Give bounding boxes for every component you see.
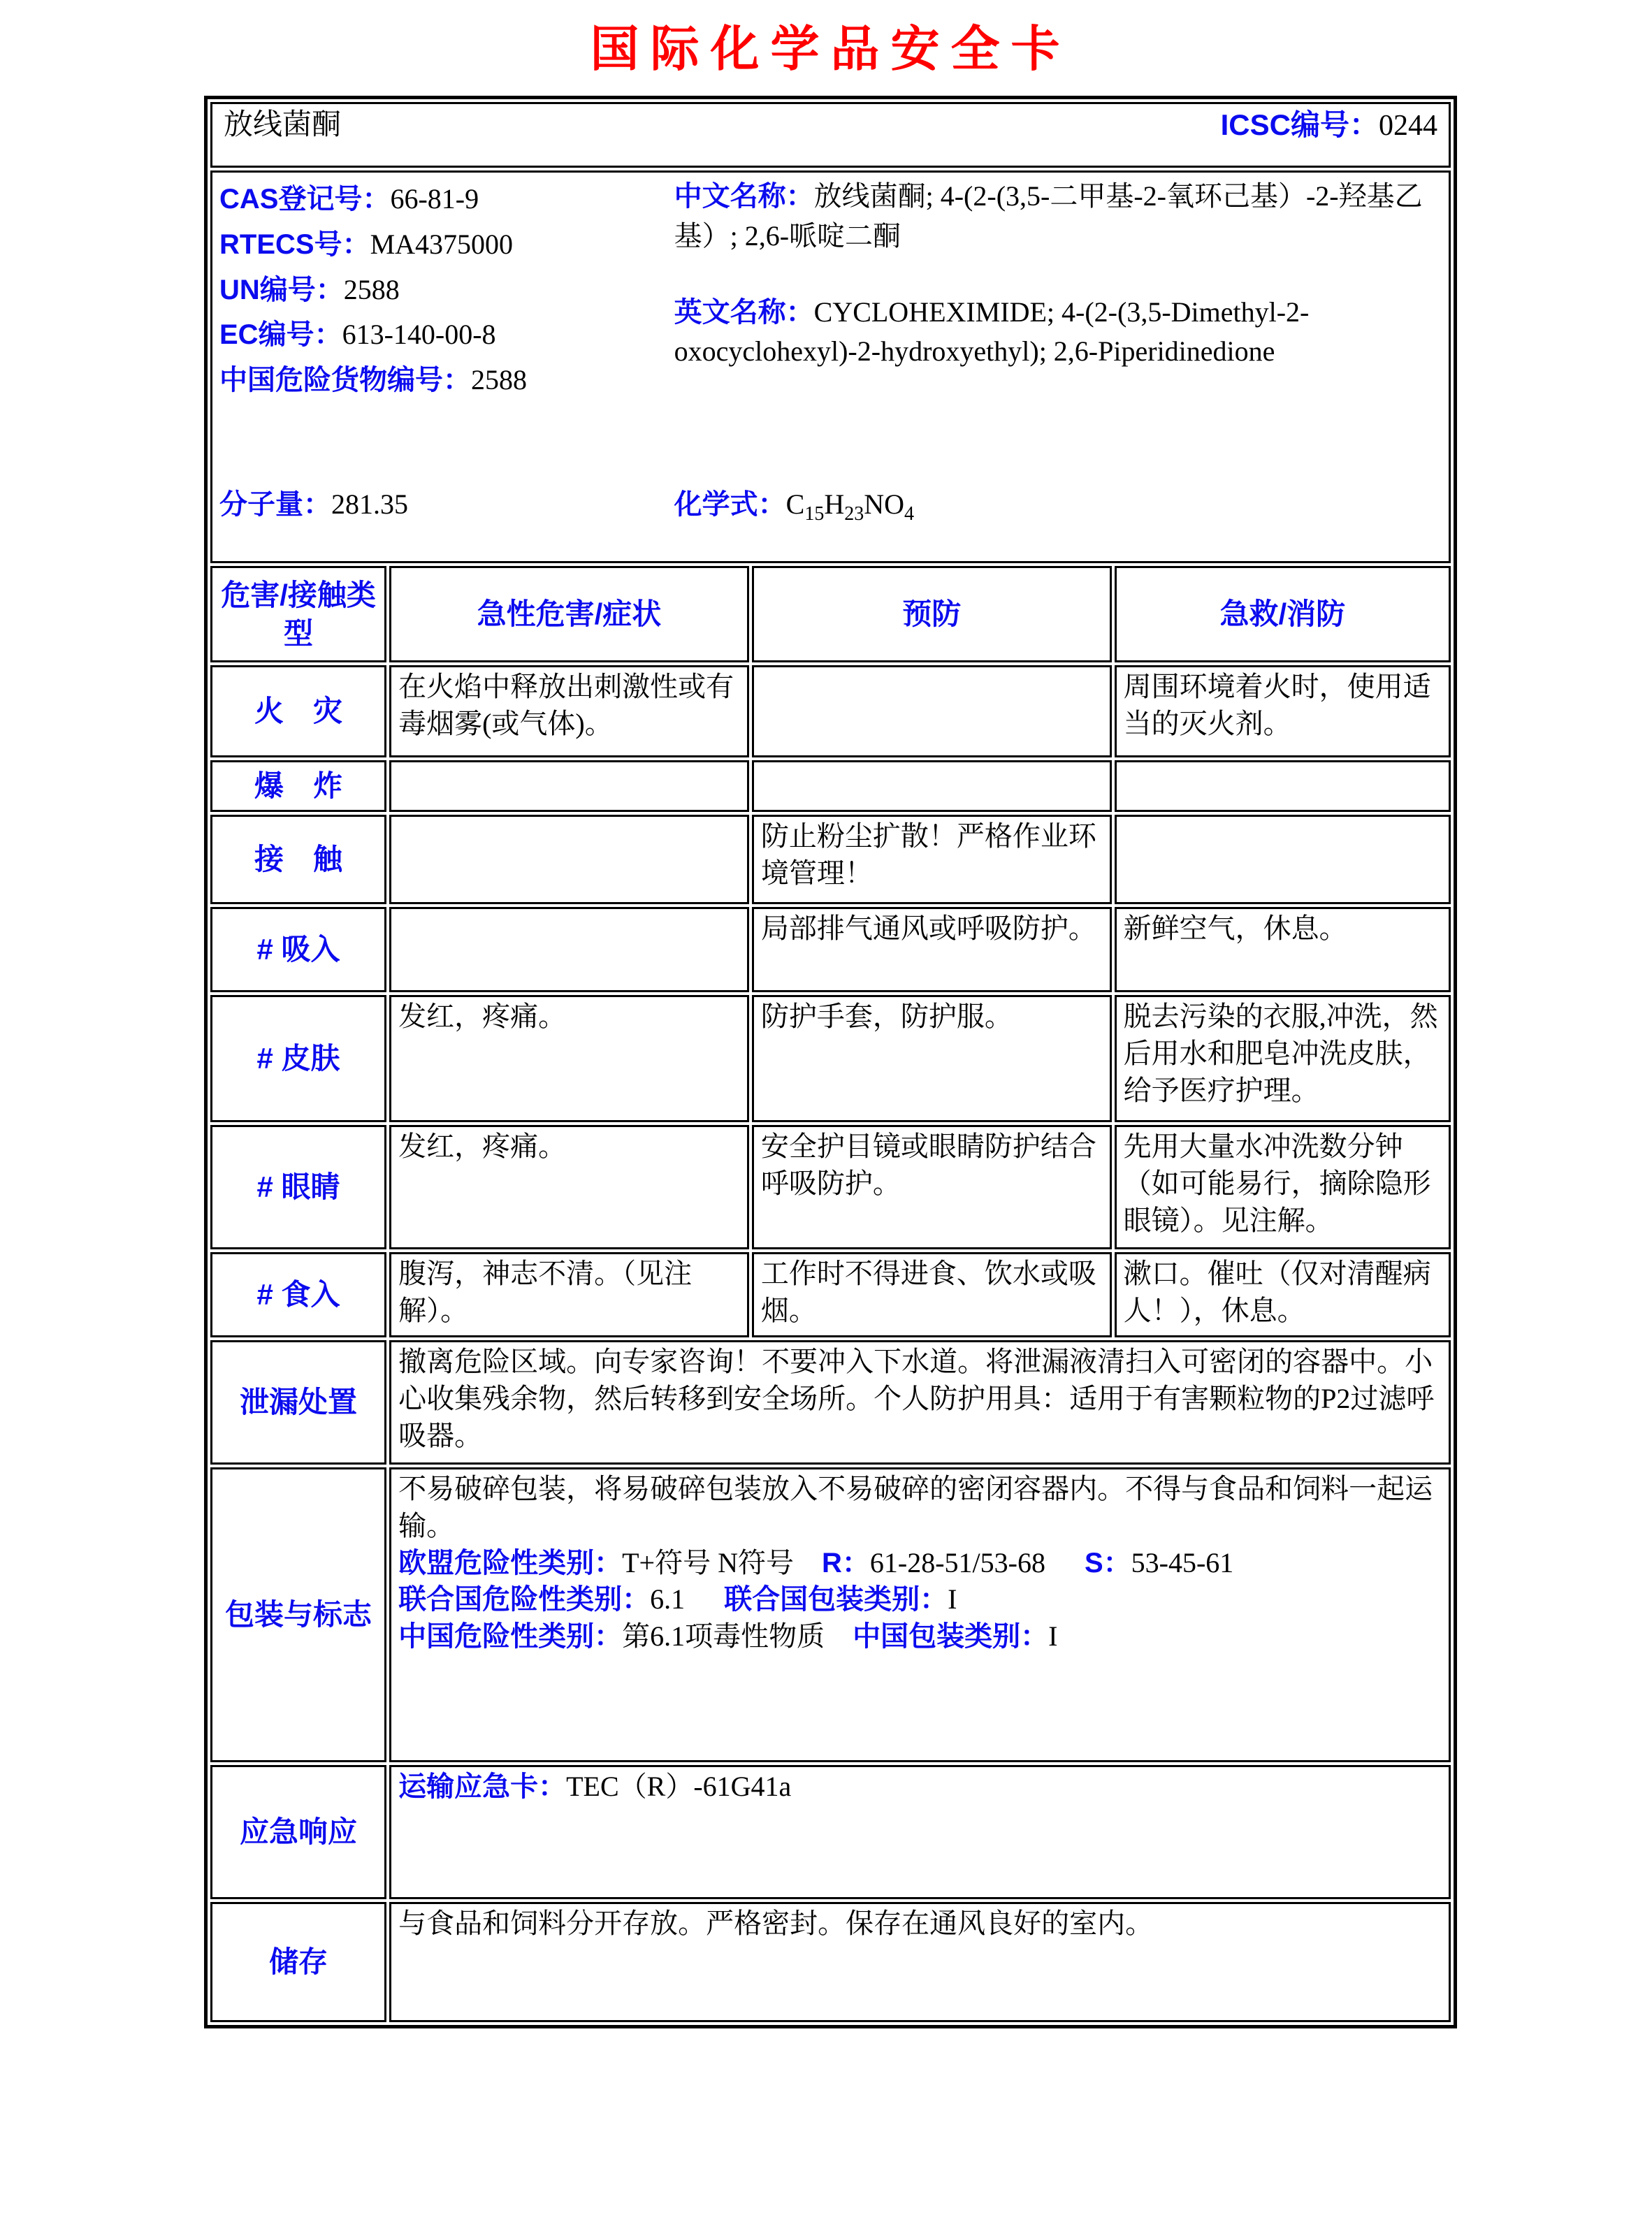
english-name-paragraph (674, 293, 1442, 372)
hazard-row-eyes (210, 1125, 1451, 1249)
eyes-firstaid-cell: 先用大量水冲洗数分钟（如可能易行，摘除隐形眼镜）。见注解。 (1115, 1125, 1451, 1249)
icsc-number-group (1221, 106, 1437, 145)
header-hazard-type: 危害/接触类型 (210, 566, 386, 662)
safety-card (204, 96, 1457, 2028)
header-first-aid: 急救/消防 (1115, 566, 1451, 662)
page-title: 国际化学品安全卡 (590, 22, 1071, 76)
row-label-packaging: 包装与标志 (210, 1467, 386, 1762)
substance-name: 放线菌酮 (224, 109, 342, 141)
cn-pack-group-label: 中国包装类别： (853, 1621, 1049, 1653)
fire-prevention-cell (752, 665, 1112, 757)
transport-card-label: 运输应急卡： (398, 1771, 567, 1802)
storage-row (210, 1902, 1451, 2022)
eyes-symptom-cell: 发红，疼痛。 (389, 1125, 749, 1249)
formula-subscript: 4 (904, 503, 914, 525)
molecular-weight-label: 分子量： (219, 489, 331, 521)
s-phrases-value: 53-45-61 (1131, 1546, 1234, 1578)
ingestion-firstaid-cell: 漱口。催吐（仅对清醒病人！），休息。 (1115, 1252, 1451, 1337)
formula-part: C (785, 488, 805, 521)
rtecs-number-line (219, 222, 674, 268)
hazard-row-inhalation (210, 907, 1451, 992)
eyes-prevention-cell: 安全护目镜或眼睛防护结合呼吸防护。 (752, 1125, 1112, 1249)
formula-subscript: 23 (844, 503, 864, 525)
molecular-weight-line (219, 486, 674, 528)
cn-pack-group-value: I (1048, 1620, 1058, 1653)
china-dg-number-line (219, 358, 674, 403)
china-dg-label: 中国危险货物编号： (219, 365, 471, 396)
row-label-emergency: 应急响应 (210, 1765, 386, 1899)
identity-row (210, 170, 1451, 563)
english-name-value: CYCLOHEXIMIDE; 4-(2-(3,5-Dimethyl-2-oxocyclohexyl)-2-hydroxyethyl); 2,6-Piperidinedione (674, 296, 1310, 368)
skin-firstaid-cell: 脱去污染的衣服,冲洗，然后用水和肥皂冲洗皮肤，给予医疗护理。 (1115, 995, 1451, 1122)
un-number-line (219, 268, 674, 313)
cas-label: CAS登记号： (219, 184, 391, 215)
explosion-firstaid-cell (1115, 760, 1451, 812)
inhalation-symptom-cell (389, 907, 749, 992)
hazard-table-header-row (210, 566, 1451, 662)
row-label-storage: 储存 (210, 1902, 386, 2022)
explosion-prevention-cell (752, 760, 1112, 812)
hazard-row-skin (210, 995, 1451, 1122)
hazard-row-exposure (210, 815, 1451, 904)
r-phrases-value: 61-28-51/53-68 (869, 1546, 1045, 1578)
names-block (674, 177, 1442, 403)
ingestion-symptom-cell: 腹泻，神志不清。（见注解）。 (389, 1252, 749, 1337)
un-hazard-class-line (398, 1581, 1442, 1618)
ingestion-prevention-cell: 工作时不得进食、饮水或吸烟。 (752, 1252, 1112, 1337)
exposure-prevention-cell: 防止粉尘扩散！严格作业环境管理！ (752, 815, 1112, 904)
fire-firstaid-cell: 周围环境着火时，使用适当的灭火剂。 (1115, 665, 1451, 757)
chinese-name-label: 中文名称： (674, 181, 814, 212)
cn-class-value: 第6.1项毒性物质 (622, 1620, 825, 1653)
emergency-response-row (210, 1765, 1451, 1899)
card-header-cell (210, 102, 1451, 168)
un-value: 2588 (343, 273, 400, 305)
un-pack-group-value: I (948, 1583, 957, 1615)
english-name-label: 英文名称： (674, 296, 814, 328)
emergency-text-cell (389, 1765, 1451, 1899)
cn-class-label: 中国危险性类别： (398, 1621, 623, 1653)
un-pack-group-label: 联合国包装类别： (724, 1584, 948, 1615)
s-phrases-label: S： (1084, 1547, 1131, 1578)
row-label-spill: 泄漏处置 (210, 1340, 386, 1465)
eu-class-value: T+符号 N符号 (622, 1546, 794, 1578)
molecular-weight-value: 281.35 (331, 488, 408, 521)
spill-text-cell: 撤离危险区域。向专家咨询！不要冲入下水道。将泄漏液清扫入可密闭的容器中。小心收集残余物，然后转移到安全场所。个人防护用具：适用于有害颗粒物的P2过滤呼吸器。 (389, 1340, 1451, 1465)
skin-prevention-cell: 防护手套，防护服。 (752, 995, 1112, 1122)
row-label-fire: 火 灾 (210, 665, 386, 757)
spill-disposal-row (210, 1340, 1451, 1465)
transport-card-value: TEC（R）-61G41a (566, 1771, 792, 1802)
storage-text-cell: 与食品和饲料分开存放。严格密封。保存在通风良好的室内。 (389, 1902, 1451, 2022)
icsc-label: ICSC编号： (1220, 108, 1379, 141)
un-label: UN编号： (219, 274, 344, 305)
header-prevention: 预防 (752, 566, 1112, 662)
china-dg-value: 2588 (471, 364, 527, 396)
formula-part: H (824, 488, 845, 521)
explosion-symptom-cell (389, 760, 749, 812)
hazard-row-explosion (210, 760, 1451, 812)
cas-value: 66-81-9 (390, 183, 479, 215)
inhalation-prevention-cell: 局部排气通风或呼吸防护。 (752, 907, 1112, 992)
packaging-row (210, 1467, 1451, 1762)
row-label-eyes: # 眼睛 (210, 1125, 386, 1249)
inhalation-firstaid-cell: 新鲜空气，休息。 (1115, 907, 1451, 992)
chemical-formula-label: 化学式： (674, 489, 786, 521)
exposure-symptom-cell (389, 815, 749, 904)
formula-part: NO (864, 488, 904, 521)
r-phrases-label: R： (821, 1547, 870, 1578)
ec-number-line (219, 312, 674, 358)
icsc-number: 0244 (1379, 110, 1437, 142)
formula-subscript: 15 (804, 503, 825, 525)
cn-hazard-class-line (398, 1618, 1442, 1655)
row-label-skin: # 皮肤 (210, 995, 386, 1122)
rtecs-value: MA4375000 (370, 228, 514, 260)
eu-hazard-class-line (398, 1545, 1442, 1582)
chemical-formula-line (674, 486, 914, 528)
ec-label: EC编号： (219, 319, 342, 351)
registry-numbers-block (219, 177, 674, 403)
row-label-inhalation: # 吸入 (210, 907, 386, 992)
header-acute-symptoms: 急性危害/症状 (389, 566, 749, 662)
un-class-value: 6.1 (650, 1583, 686, 1615)
fire-symptom-cell: 在火焰中释放出刺激性或有毒烟雾(或气体)。 (389, 665, 749, 757)
rtecs-label: RTECS号： (219, 228, 370, 260)
exposure-firstaid-cell (1115, 815, 1451, 904)
hazard-row-fire (210, 665, 1451, 757)
skin-symptom-cell: 发红，疼痛。 (389, 995, 749, 1122)
chinese-name-paragraph (674, 177, 1442, 256)
row-label-ingestion: # 食入 (210, 1252, 386, 1337)
cas-number-line (219, 177, 674, 222)
row-label-exposure: 接 触 (210, 815, 386, 904)
card-header-row (210, 102, 1451, 168)
identity-cell (210, 170, 1451, 563)
packaging-transport-note: 不易破碎包装，将易破碎包装放入不易破碎的密闭容器内。不得与食品和饲料一起运输。 (398, 1473, 1433, 1541)
un-class-label: 联合国危险性类别： (398, 1584, 651, 1615)
ec-value: 613-140-00-8 (342, 319, 496, 351)
packaging-text-cell (389, 1467, 1451, 1762)
chinese-name-value: 放线菌酮; 4-(2-(3,5-二甲基-2-氧环己基）-2-羟基乙基）; 2,6-哌啶二酮 (674, 180, 1423, 252)
molecular-data-line (219, 486, 1442, 528)
hazard-row-ingestion (210, 1252, 1451, 1337)
eu-class-label: 欧盟危险性类别： (398, 1547, 623, 1578)
row-label-explosion: 爆 炸 (210, 760, 386, 812)
